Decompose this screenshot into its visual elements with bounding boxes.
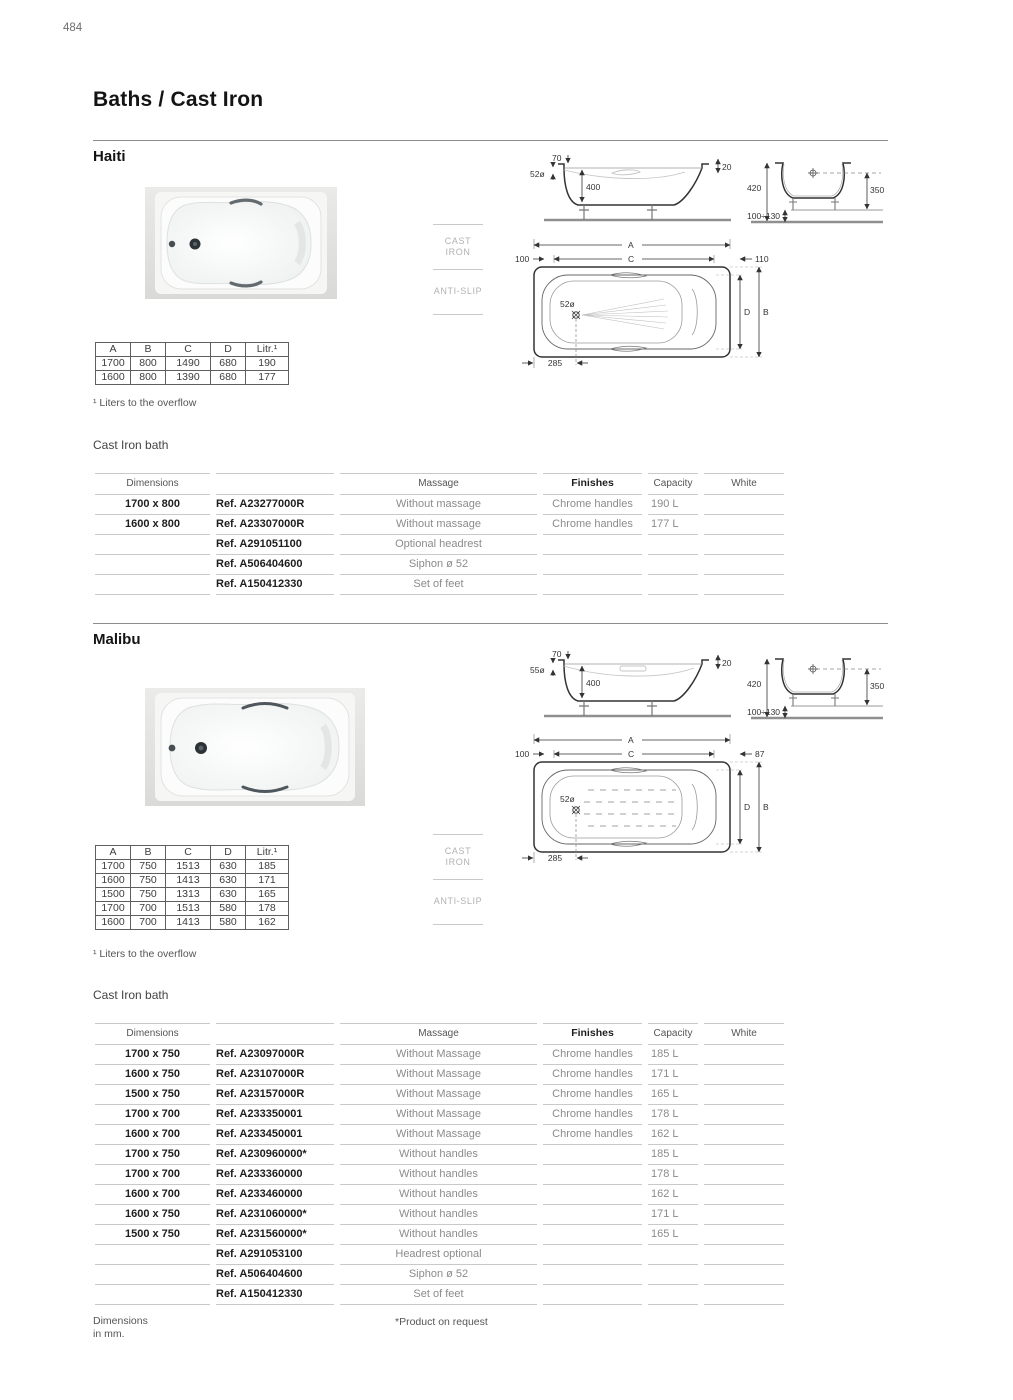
dim-depth: 400 xyxy=(586,182,601,192)
malibu-spec-table xyxy=(95,845,289,930)
dim-c: C xyxy=(628,254,635,264)
cell-dimensions xyxy=(95,1265,210,1285)
spec-row: 1600 750 1413 630 171 xyxy=(96,874,289,888)
cell-massage: Set of feet xyxy=(340,575,537,595)
cell-ref: Ref. A506404600 xyxy=(216,1265,334,1285)
badge-divider xyxy=(433,879,483,880)
dim-depth: 400 xyxy=(586,678,601,688)
foot xyxy=(789,694,797,706)
cell-white xyxy=(704,575,784,595)
spec-header: B xyxy=(131,846,166,860)
foot xyxy=(831,694,839,706)
cell-capacity: 162 L xyxy=(648,1125,698,1145)
footer-dimensions-note: Dimensions in mm. xyxy=(93,1315,148,1340)
dim-b: B xyxy=(763,307,769,317)
foot xyxy=(789,198,797,210)
anti-slip-label: ANTI-SLIP xyxy=(433,286,483,296)
cell-capacity xyxy=(648,555,698,575)
cell-finishes: Chrome handles xyxy=(543,1105,642,1125)
cell-ref: Ref. A233350001 xyxy=(216,1105,334,1125)
dim-right-offset: 110 xyxy=(755,254,769,264)
foot xyxy=(647,205,657,220)
cell-massage: Without handles xyxy=(340,1185,537,1205)
dim-feet-range: 100÷130 xyxy=(747,707,781,717)
col-header-capacity: Capacity xyxy=(648,473,698,495)
section-title-haiti: Haiti xyxy=(93,148,126,165)
cell-dimensions: 1500 x 750 xyxy=(95,1225,210,1245)
malibu-bath-photo xyxy=(145,688,365,806)
cell-white xyxy=(704,1145,784,1165)
cell-massage: Headrest optional xyxy=(340,1245,537,1265)
col-header-ref xyxy=(216,1023,334,1045)
footer-product-note: *Product on request xyxy=(395,1316,488,1328)
cell-massage: Without handles xyxy=(340,1225,537,1245)
cell-finishes: Chrome handles xyxy=(543,1065,642,1085)
divider xyxy=(93,623,888,624)
spec-header: A xyxy=(96,846,131,860)
dim-edge: 20 xyxy=(722,658,732,668)
overflow-fitting xyxy=(169,745,176,752)
foot xyxy=(579,205,589,220)
cell-massage: Without handles xyxy=(340,1205,537,1225)
cell-capacity: 165 L xyxy=(648,1085,698,1105)
cell-ref: Ref. A506404600 xyxy=(216,555,334,575)
badge-divider xyxy=(433,924,483,925)
cell-capacity: 185 L xyxy=(648,1145,698,1165)
bath-outer-outline xyxy=(534,762,730,852)
cell-dimensions: 1600 x 700 xyxy=(95,1125,210,1145)
cell-dimensions: 1700 x 750 xyxy=(95,1145,210,1165)
cell-white xyxy=(704,1185,784,1205)
cell-ref: Ref. A230960000* xyxy=(216,1145,334,1165)
haiti-side-view-drawing xyxy=(528,152,733,230)
cast-iron-label: CAST xyxy=(444,236,472,246)
col-header-dimensions: Dimensions xyxy=(95,473,210,495)
cell-massage: Without handles xyxy=(340,1145,537,1165)
cell-massage: Optional headrest xyxy=(340,535,537,555)
cell-ref: Ref. A291051100 xyxy=(216,535,334,555)
dim-drain-from-end: 285 xyxy=(547,853,563,863)
malibu-side-view-drawing xyxy=(528,648,733,726)
dim-a: A xyxy=(628,735,634,745)
cell-ref: Ref. A23097000R xyxy=(216,1045,334,1065)
haiti-spec-table xyxy=(95,342,289,385)
overflow-fitting xyxy=(169,241,175,247)
malibu-end-view-drawing xyxy=(745,649,885,729)
haiti-bath-photo xyxy=(145,187,337,299)
cell-white xyxy=(704,1265,784,1285)
cell-ref: Ref. A23277000R xyxy=(216,495,334,515)
cell-white xyxy=(704,1285,784,1305)
col-header-finishes: Finishes xyxy=(543,473,642,495)
cell-white xyxy=(704,1065,784,1085)
dim-inner-height: 350 xyxy=(870,185,885,195)
haiti-material-badge: CAST IRON ANTI-SLIP xyxy=(433,224,483,315)
cell-white xyxy=(704,1085,784,1105)
spec-header: A xyxy=(96,343,131,357)
haiti-end-view-drawing xyxy=(745,153,885,233)
col-header-white: White xyxy=(704,1023,784,1045)
cell-finishes: Chrome handles xyxy=(543,1125,642,1145)
spec-row: 1700 700 1513 580 178 xyxy=(96,902,289,916)
cell-white xyxy=(704,1225,784,1245)
cell-capacity xyxy=(648,575,698,595)
badge-divider xyxy=(433,269,483,270)
dim-drain: 55ø xyxy=(530,665,545,675)
cell-dimensions: 1700 x 700 xyxy=(95,1105,210,1125)
dim-d: D xyxy=(744,802,751,812)
spec-header: D xyxy=(211,846,246,860)
cell-finishes xyxy=(543,1185,642,1205)
cell-dimensions xyxy=(95,535,210,555)
cell-capacity: 177 L xyxy=(648,515,698,535)
cell-dimensions: 1600 x 800 xyxy=(95,515,210,535)
dim-b: B xyxy=(763,802,769,812)
cell-ref: Ref. A233460000 xyxy=(216,1185,334,1205)
cell-dimensions: 1700 x 800 xyxy=(95,495,210,515)
dim-height: 420 xyxy=(747,679,762,689)
spec-header: C xyxy=(166,343,211,357)
handle-outline xyxy=(612,170,640,175)
cell-dimensions xyxy=(95,575,210,595)
cell-ref: Ref. A233450001 xyxy=(216,1125,334,1145)
dim-drain: 52ø xyxy=(560,299,575,309)
cell-dimensions: 1600 x 750 xyxy=(95,1065,210,1085)
cell-ref: Ref. A23107000R xyxy=(216,1065,334,1085)
cell-massage: Set of feet xyxy=(340,1285,537,1305)
col-header-dimensions: Dimensions xyxy=(95,1023,210,1045)
foot xyxy=(647,701,657,716)
bath-outer-outline xyxy=(534,267,730,357)
badge-divider xyxy=(433,834,483,835)
cell-dimensions: 1600 x 700 xyxy=(95,1185,210,1205)
cell-capacity: 165 L xyxy=(648,1225,698,1245)
cell-finishes xyxy=(543,1265,642,1285)
malibu-top-view-drawing xyxy=(514,726,772,868)
badge-divider xyxy=(433,314,483,315)
dim-height: 420 xyxy=(747,183,762,193)
spec-row: 1600 700 1413 580 162 xyxy=(96,916,289,930)
spec-row: 1700 800 1490 680 190 xyxy=(96,357,289,371)
cell-finishes xyxy=(543,555,642,575)
cell-capacity xyxy=(648,1265,698,1285)
cell-ref: Ref. A23307000R xyxy=(216,515,334,535)
liters-note: ¹ Liters to the overflow xyxy=(93,948,197,960)
bath-rim-outline xyxy=(542,275,716,349)
dim-feet-range: 100÷130 xyxy=(747,211,781,221)
headrest-outline xyxy=(692,289,697,335)
malibu-material-badge: CAST IRON ANTI-SLIP xyxy=(433,834,483,925)
cell-ref: Ref. A150412330 xyxy=(216,1285,334,1305)
haiti-product-table xyxy=(95,473,784,595)
cell-capacity: 171 L xyxy=(648,1065,698,1085)
cell-ref: Ref. A291053100 xyxy=(216,1245,334,1265)
cell-capacity xyxy=(648,1245,698,1265)
spec-row: 1700 750 1513 630 185 xyxy=(96,860,289,874)
cell-finishes xyxy=(543,535,642,555)
cell-massage: Without Massage xyxy=(340,1085,537,1105)
page-number: 484 xyxy=(63,22,83,34)
dim-edge: 20 xyxy=(722,162,732,172)
dim-inner-height: 350 xyxy=(870,681,885,691)
col-header-capacity: Capacity xyxy=(648,1023,698,1045)
cell-ref: Ref. A231560000* xyxy=(216,1225,334,1245)
cast-iron-label: CAST xyxy=(444,846,472,856)
cell-massage: Siphon ø 52 xyxy=(340,555,537,575)
cell-ref: Ref. A23157000R xyxy=(216,1085,334,1105)
cell-dimensions xyxy=(95,555,210,575)
col-header-massage: Massage xyxy=(340,473,537,495)
dim-drain: 52ø xyxy=(560,794,575,804)
water-fan-lines xyxy=(582,299,668,329)
cell-capacity: 185 L xyxy=(648,1045,698,1065)
dim-left-offset: 100 xyxy=(515,254,530,264)
spec-row: 1500 750 1313 630 165 xyxy=(96,888,289,902)
page-title: Baths / Cast Iron xyxy=(93,88,264,111)
spec-header: C xyxy=(166,846,211,860)
cell-finishes: Chrome handles xyxy=(543,1085,642,1105)
dim-c: C xyxy=(628,749,635,759)
cell-white xyxy=(704,535,784,555)
cell-capacity xyxy=(648,1285,698,1305)
cell-finishes: Chrome handles xyxy=(543,515,642,535)
dim-d: D xyxy=(744,307,751,317)
cell-white xyxy=(704,515,784,535)
dim-drain: 52ø xyxy=(530,169,545,179)
bath-type-label: Cast Iron bath xyxy=(93,438,169,452)
badge-divider xyxy=(433,224,483,225)
cell-finishes xyxy=(543,1145,642,1165)
cell-white xyxy=(704,1245,784,1265)
tub-interior xyxy=(167,201,311,284)
dim-a: A xyxy=(628,240,634,250)
cell-finishes xyxy=(543,1285,642,1305)
col-header-ref xyxy=(216,473,334,495)
cell-dimensions xyxy=(95,1285,210,1305)
anti-slip-pattern xyxy=(584,790,680,826)
spec-header: Litr.¹ xyxy=(246,846,289,860)
dim-right-offset: 87 xyxy=(755,749,765,759)
cell-finishes: Chrome handles xyxy=(543,495,642,515)
spec-row: 1600 800 1390 680 177 xyxy=(96,371,289,385)
cell-finishes xyxy=(543,1165,642,1185)
cell-dimensions: 1700 x 700 xyxy=(95,1165,210,1185)
cell-massage: Without Massage xyxy=(340,1065,537,1085)
cell-finishes xyxy=(543,1205,642,1225)
cell-white xyxy=(704,555,784,575)
foot xyxy=(579,701,589,716)
cell-capacity: 178 L xyxy=(648,1105,698,1125)
cell-massage: Without handles xyxy=(340,1165,537,1185)
spec-header: B xyxy=(131,343,166,357)
anti-slip-label: ANTI-SLIP xyxy=(433,896,483,906)
cell-white xyxy=(704,1125,784,1145)
handle-outline xyxy=(620,666,646,671)
cell-finishes: Chrome handles xyxy=(543,1045,642,1065)
cell-dimensions: 1600 x 750 xyxy=(95,1205,210,1225)
cell-ref: Ref. A233360000 xyxy=(216,1165,334,1185)
foot xyxy=(831,198,839,210)
dim-left-offset: 100 xyxy=(515,749,530,759)
cell-capacity: 162 L xyxy=(648,1185,698,1205)
dim-rim: 70 xyxy=(552,649,562,659)
bath-rim-outline xyxy=(542,770,716,844)
cell-white xyxy=(704,1205,784,1225)
headrest-outline xyxy=(692,784,697,830)
cell-massage: Without massage xyxy=(340,495,537,515)
cell-capacity: 190 L xyxy=(648,495,698,515)
divider xyxy=(93,140,888,141)
cell-capacity: 171 L xyxy=(648,1205,698,1225)
col-header-finishes: Finishes xyxy=(543,1023,642,1045)
section-title-malibu: Malibu xyxy=(93,631,141,648)
cell-massage: Without Massage xyxy=(340,1105,537,1125)
cell-massage: Without massage xyxy=(340,515,537,535)
cell-massage: Without Massage xyxy=(340,1045,537,1065)
cell-capacity: 178 L xyxy=(648,1165,698,1185)
dim-rim: 70 xyxy=(552,153,562,163)
spec-header: Litr.¹ xyxy=(246,343,289,357)
dim-drain-from-end: 285 xyxy=(547,358,563,368)
cell-white xyxy=(704,495,784,515)
cell-massage: Without Massage xyxy=(340,1125,537,1145)
liters-note: ¹ Liters to the overflow xyxy=(93,397,197,409)
spec-header: D xyxy=(211,343,246,357)
col-header-white: White xyxy=(704,473,784,495)
cell-massage: Siphon ø 52 xyxy=(340,1265,537,1285)
cell-finishes xyxy=(543,1245,642,1265)
haiti-top-view-drawing xyxy=(514,231,772,373)
cell-dimensions: 1700 x 750 xyxy=(95,1045,210,1065)
cell-dimensions xyxy=(95,1245,210,1265)
cell-finishes xyxy=(543,575,642,595)
cell-capacity xyxy=(648,535,698,555)
cell-finishes xyxy=(543,1225,642,1245)
cell-ref: Ref. A231060000* xyxy=(216,1205,334,1225)
bath-type-label: Cast Iron bath xyxy=(93,988,169,1002)
cell-white xyxy=(704,1165,784,1185)
cell-white xyxy=(704,1045,784,1065)
cell-dimensions: 1500 x 750 xyxy=(95,1085,210,1105)
malibu-product-table xyxy=(95,1023,784,1305)
col-header-massage: Massage xyxy=(340,1023,537,1045)
cell-white xyxy=(704,1105,784,1125)
cell-ref: Ref. A150412330 xyxy=(216,575,334,595)
